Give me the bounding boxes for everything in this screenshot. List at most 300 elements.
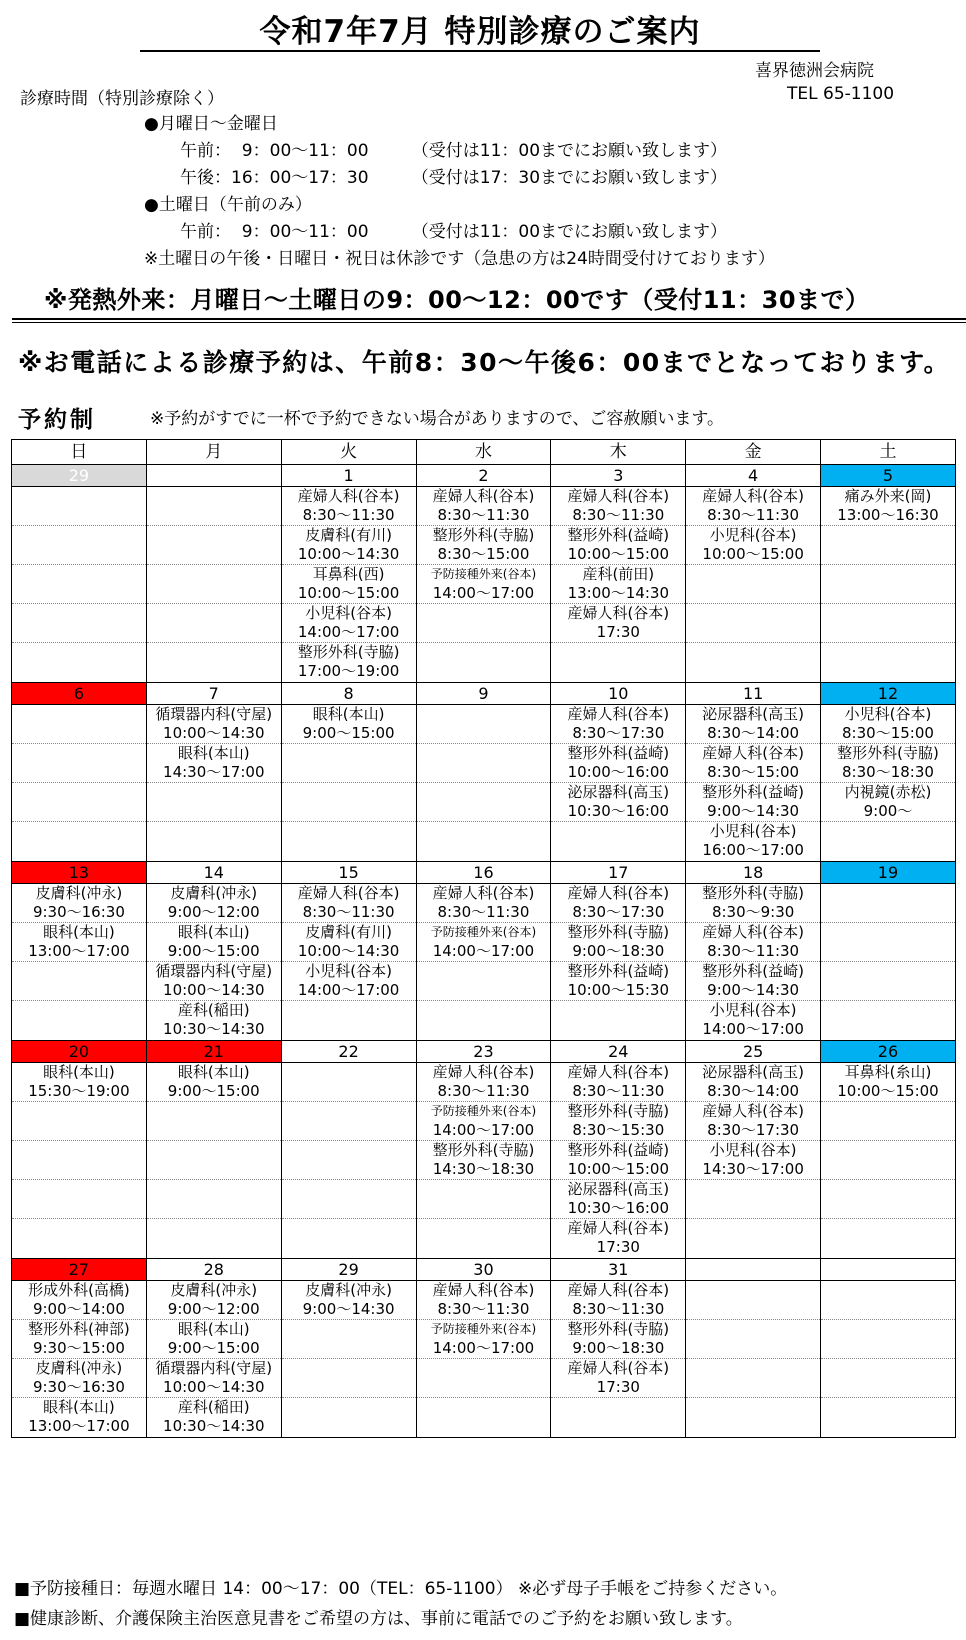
schedule-slot xyxy=(12,884,146,923)
consultation-time: 9:30～16:30 xyxy=(32,1378,125,1396)
hours-saturday-am: 午前： 9：00～11：00 （受付は11：00までにお願い致します） xyxy=(180,222,728,242)
schedule-slot xyxy=(551,1398,685,1437)
consultation-time: 8:30～11:30 xyxy=(302,903,395,921)
schedule-slot xyxy=(686,923,820,962)
schedule-slot xyxy=(686,1063,820,1102)
department-doctor: 産婦人科(谷本) xyxy=(702,487,804,505)
weekday-sun: 日 xyxy=(12,440,147,465)
schedule-slot xyxy=(12,1102,146,1141)
schedule-slot xyxy=(551,1359,685,1398)
schedule-slot xyxy=(686,1398,820,1437)
hours-weekday-pm: 午後：16：00～17：30 （受付は17：30までにお願い致します） xyxy=(180,168,728,188)
department-doctor: 予防接種外来(谷本) xyxy=(430,925,537,939)
weekday-wed: 水 xyxy=(416,440,551,465)
department-doctor: 皮膚科(有川) xyxy=(305,923,392,941)
schedule-slot xyxy=(551,884,685,923)
department-doctor: 産婦人科(谷本) xyxy=(702,923,804,941)
consultation-time: 13:00～14:30 xyxy=(567,584,670,602)
schedule-slot xyxy=(551,1320,685,1359)
day-number: 29 xyxy=(282,1259,416,1281)
department-doctor: 産婦人科(谷本) xyxy=(432,487,535,505)
schedule-slot xyxy=(147,1281,281,1320)
schedule-slot xyxy=(821,1281,955,1320)
reservation-label: 予約制 xyxy=(18,407,96,433)
schedule-slot xyxy=(821,487,955,526)
schedule-slot xyxy=(417,487,551,526)
schedule-slot xyxy=(147,1180,281,1219)
calendar-day-cell xyxy=(821,862,956,1041)
consultation-time: 9:00～14:30 xyxy=(302,1300,395,1318)
consultation-time: 10:00～15:00 xyxy=(297,584,400,602)
schedule-slot xyxy=(551,643,685,682)
consultation-time: 9:00～18:30 xyxy=(572,1339,665,1357)
schedule-slot xyxy=(282,1180,416,1219)
schedule-slot xyxy=(821,1141,955,1180)
consultation-time: 8:30～11:30 xyxy=(302,506,395,524)
schedule-slot xyxy=(417,1359,551,1398)
consultation-time: 13:00～17:00 xyxy=(28,942,130,960)
schedule-slot xyxy=(551,923,685,962)
calendar-day-cell xyxy=(12,465,147,683)
schedule-slot xyxy=(147,1320,281,1359)
consultation-time: 9:00～15:00 xyxy=(302,724,395,742)
schedule-slot xyxy=(821,1359,955,1398)
schedule-slot xyxy=(551,822,685,861)
schedule-slot xyxy=(686,822,820,861)
day-number: 14 xyxy=(147,862,281,884)
schedule-slot xyxy=(147,1001,281,1040)
consultation-time: 10:00～14:30 xyxy=(163,1378,265,1396)
consultation-time: 10:00～15:00 xyxy=(837,1082,939,1100)
department-doctor: 小児科(谷本) xyxy=(844,705,932,723)
calendar-day-cell xyxy=(416,465,551,683)
schedule-slot xyxy=(417,783,551,822)
consultation-time: 8:30～15:00 xyxy=(437,545,530,563)
footer-checkup-note: ■健康診断、介護保険主治医意見書をご希望の方は、事前に電話でのご予約をお願い致します。 xyxy=(14,1609,743,1629)
schedule-slot xyxy=(12,1141,146,1180)
consultation-time: 13:00～17:00 xyxy=(28,1417,130,1435)
consultation-time: 8:30～14:00 xyxy=(707,724,800,742)
department-doctor: 耳鼻科(糸山) xyxy=(844,1063,932,1081)
department-doctor: 泌尿器科(高玉) xyxy=(702,705,804,723)
schedule-slot xyxy=(147,1102,281,1141)
schedule-slot xyxy=(551,1141,685,1180)
department-doctor: 小児科(谷本) xyxy=(305,604,392,622)
schedule-slot xyxy=(417,1180,551,1219)
consultation-time: 10:30～16:00 xyxy=(567,802,670,820)
schedule-slot xyxy=(147,783,281,822)
day-number: 18 xyxy=(686,862,820,884)
schedule-slot xyxy=(686,1001,820,1040)
calendar-day-cell xyxy=(12,862,147,1041)
calendar-week-row xyxy=(12,862,956,1041)
calendar-day-cell xyxy=(686,1041,821,1259)
department-doctor: 整形外科(寺脇) xyxy=(702,884,804,902)
schedule-slot xyxy=(821,604,955,643)
day-number: 29 xyxy=(12,465,146,487)
day-number: 20 xyxy=(12,1041,146,1063)
weekday-header-row xyxy=(12,440,956,465)
schedule-slot xyxy=(686,705,820,744)
department-doctor: 産婦人科(谷本) xyxy=(567,487,670,505)
calendar-day-cell xyxy=(551,683,686,862)
schedule-slot xyxy=(551,1102,685,1141)
department-doctor: 整形外科(寺脇) xyxy=(837,744,939,762)
day-number: 22 xyxy=(282,1041,416,1063)
schedule-slot xyxy=(12,604,146,643)
day-number: 31 xyxy=(551,1259,685,1281)
schedule-slot xyxy=(417,962,551,1001)
calendar-day-cell xyxy=(12,1259,147,1438)
schedule-slot xyxy=(282,884,416,923)
schedule-slot xyxy=(147,705,281,744)
schedule-slot xyxy=(551,604,685,643)
consultation-time: 14:30～18:30 xyxy=(432,1160,535,1178)
schedule-slot xyxy=(282,1398,416,1437)
schedule-slot xyxy=(12,487,146,526)
schedule-slot xyxy=(551,1001,685,1040)
calendar-day-cell xyxy=(551,465,686,683)
calendar-day-cell xyxy=(146,862,281,1041)
schedule-slot xyxy=(282,822,416,861)
schedule-slot xyxy=(282,1281,416,1320)
schedule-slot xyxy=(417,1281,551,1320)
day-number: 19 xyxy=(821,862,955,884)
schedule-slot xyxy=(147,1398,281,1437)
consultation-time: 10:00～14:30 xyxy=(163,981,265,999)
reservation-note: ※予約がすでに一杯で予約できない場合がありますので、ご容赦願います。 xyxy=(150,409,725,429)
day-number: 27 xyxy=(12,1259,146,1281)
hours-heading: 診療時間（特別診療除く） xyxy=(20,89,224,109)
schedule-slot xyxy=(686,1359,820,1398)
department-doctor: 小児科(谷本) xyxy=(709,822,797,840)
schedule-slot xyxy=(417,705,551,744)
department-doctor: 産婦人科(谷本) xyxy=(297,487,400,505)
calendar-day-cell xyxy=(551,862,686,1041)
schedule-slot xyxy=(282,1102,416,1141)
department-doctor: 産婦人科(谷本) xyxy=(567,1281,670,1299)
department-doctor: 産婦人科(谷本) xyxy=(567,705,670,723)
schedule-slot xyxy=(821,643,955,682)
phone-reservation-notice: ※お電話による診療予約は、午前8：30～午後6：00までとなっております。 xyxy=(18,348,951,377)
hours-saturday-heading: ●土曜日（午前のみ） xyxy=(144,195,312,215)
schedule-slot xyxy=(12,744,146,783)
schedule-slot xyxy=(282,565,416,604)
consultation-time: 10:00～16:00 xyxy=(567,763,670,781)
weekday-tue: 火 xyxy=(281,440,416,465)
day-number: 12 xyxy=(821,683,955,705)
consultation-time: 8:30～17:30 xyxy=(572,724,665,742)
title-underline xyxy=(140,50,820,52)
schedule-slot xyxy=(417,604,551,643)
consultation-time: 9:00～15:00 xyxy=(167,1082,260,1100)
schedule-slot xyxy=(12,783,146,822)
calendar-day-cell xyxy=(821,465,956,683)
hours-weekday-am: 午前： 9：00～11：00 （受付は11：00までにお願い致します） xyxy=(180,141,728,161)
calendar-day-cell xyxy=(686,862,821,1041)
schedule-slot xyxy=(282,487,416,526)
department-doctor: 産婦人科(谷本) xyxy=(567,1063,670,1081)
schedule-slot xyxy=(821,705,955,744)
calendar-day-cell xyxy=(821,1259,956,1438)
department-doctor: 皮膚科(冲永) xyxy=(170,1281,258,1299)
schedule-slot xyxy=(147,487,281,526)
schedule-slot xyxy=(417,1063,551,1102)
consultation-time: 9:30～16:30 xyxy=(32,903,125,921)
calendar-week-row xyxy=(12,465,956,683)
calendar-day-cell xyxy=(686,465,821,683)
calendar-week-row xyxy=(12,1041,956,1259)
consultation-time: 9:00～15:00 xyxy=(167,942,260,960)
consultation-time: 14:00～17:00 xyxy=(432,584,535,602)
schedule-slot xyxy=(12,643,146,682)
schedule-slot xyxy=(686,962,820,1001)
consultation-time: 10:30～16:00 xyxy=(567,1199,670,1217)
schedule-slot xyxy=(147,1219,281,1258)
department-doctor: 泌尿器科(高玉) xyxy=(567,1180,670,1198)
schedule-calendar xyxy=(11,439,956,1438)
consultation-time: 8:30～11:30 xyxy=(572,1300,665,1318)
calendar-day-cell xyxy=(281,1259,416,1438)
consultation-time: 9:00～14:30 xyxy=(707,981,800,999)
consultation-time: 14:00～17:00 xyxy=(432,1121,535,1139)
schedule-slot xyxy=(417,1320,551,1359)
day-number: 11 xyxy=(686,683,820,705)
department-doctor: 内視鏡(赤松) xyxy=(844,783,932,801)
department-doctor: 循環器内科(守屋) xyxy=(155,705,273,723)
consultation-time: 14:30～17:00 xyxy=(702,1160,804,1178)
schedule-slot xyxy=(282,643,416,682)
schedule-slot xyxy=(551,1180,685,1219)
consultation-time: 9:00～12:00 xyxy=(167,903,260,921)
consultation-time: 8:30～18:30 xyxy=(842,763,934,781)
department-doctor: 眼科(本山) xyxy=(177,1063,250,1081)
department-doctor: 眼科(本山) xyxy=(43,1398,115,1416)
day-number: 25 xyxy=(686,1041,820,1063)
department-doctor: 整形外科(益崎) xyxy=(702,962,804,980)
schedule-slot xyxy=(821,1320,955,1359)
consultation-time: 10:00～15:00 xyxy=(567,545,670,563)
schedule-slot xyxy=(686,744,820,783)
consultation-time: 9:00～12:00 xyxy=(167,1300,260,1318)
schedule-slot xyxy=(147,962,281,1001)
calendar-day-cell xyxy=(551,1259,686,1438)
department-doctor: 産婦人科(谷本) xyxy=(432,1281,535,1299)
schedule-slot xyxy=(282,744,416,783)
calendar-day-cell xyxy=(12,683,147,862)
schedule-slot xyxy=(551,1063,685,1102)
schedule-slot xyxy=(686,1219,820,1258)
schedule-slot xyxy=(12,822,146,861)
schedule-slot xyxy=(282,1063,416,1102)
schedule-slot xyxy=(147,923,281,962)
department-doctor: 循環器内科(守屋) xyxy=(155,962,273,980)
consultation-time: 13:00～16:30 xyxy=(837,506,939,524)
schedule-slot xyxy=(147,565,281,604)
schedule-slot xyxy=(12,526,146,565)
schedule-slot xyxy=(12,705,146,744)
day-number: 10 xyxy=(551,683,685,705)
schedule-slot xyxy=(417,1141,551,1180)
schedule-slot xyxy=(417,565,551,604)
schedule-slot xyxy=(821,962,955,1001)
day-number: 7 xyxy=(147,683,281,705)
calendar-day-cell xyxy=(146,1041,281,1259)
schedule-slot xyxy=(821,1219,955,1258)
schedule-slot xyxy=(12,1219,146,1258)
department-doctor: 予防接種外来(谷本) xyxy=(430,567,537,581)
schedule-slot xyxy=(147,822,281,861)
consultation-time: 8:30～15:00 xyxy=(842,724,934,742)
calendar-day-cell xyxy=(821,683,956,862)
consultation-time: 14:00～17:00 xyxy=(432,942,535,960)
day-number: 17 xyxy=(551,862,685,884)
schedule-slot xyxy=(282,783,416,822)
department-doctor: 眼科(本山) xyxy=(177,1320,250,1338)
consultation-time: 9:00～18:30 xyxy=(572,942,665,960)
day-number: 23 xyxy=(417,1041,551,1063)
consultation-time: 17:30 xyxy=(596,623,640,641)
day-number: 6 xyxy=(12,683,146,705)
department-doctor: 皮膚科(有川) xyxy=(305,526,392,544)
hospital-tel: TEL 65-1100 xyxy=(787,84,895,104)
department-doctor: 産婦人科(谷本) xyxy=(567,1359,670,1377)
hospital-name: 喜界徳洲会病院 xyxy=(755,61,874,81)
consultation-time: 9:30～15:00 xyxy=(32,1339,125,1357)
schedule-slot xyxy=(821,822,955,861)
schedule-slot xyxy=(821,1180,955,1219)
consultation-time: 8:30～17:30 xyxy=(572,903,665,921)
schedule-slot xyxy=(821,1063,955,1102)
schedule-slot xyxy=(12,1320,146,1359)
schedule-slot xyxy=(147,1063,281,1102)
schedule-slot xyxy=(821,526,955,565)
consultation-time: 8:30～9:30 xyxy=(711,903,795,921)
consultation-time: 17:30 xyxy=(596,1378,640,1396)
double-divider xyxy=(12,318,966,323)
department-doctor: 整形外科(寺脇) xyxy=(432,1141,535,1159)
schedule-slot xyxy=(686,783,820,822)
calendar-week-row xyxy=(12,683,956,862)
schedule-slot xyxy=(551,565,685,604)
department-doctor: 整形外科(益崎) xyxy=(567,962,670,980)
schedule-slot xyxy=(147,604,281,643)
consultation-time: 17:00～19:00 xyxy=(297,662,400,680)
consultation-time: 8:30～11:30 xyxy=(437,506,530,524)
department-doctor: 産科(前田) xyxy=(582,565,655,583)
day-number: 9 xyxy=(417,683,551,705)
consultation-time: 10:00～15:30 xyxy=(567,981,670,999)
schedule-slot xyxy=(821,565,955,604)
calendar-day-cell xyxy=(686,683,821,862)
day-number xyxy=(686,1259,820,1281)
schedule-slot xyxy=(551,1219,685,1258)
calendar-day-cell xyxy=(281,465,416,683)
department-doctor: 小児科(谷本) xyxy=(709,526,797,544)
department-doctor: 整形外科(益崎) xyxy=(567,526,670,544)
day-number: 13 xyxy=(12,862,146,884)
consultation-time: 10:00～15:00 xyxy=(702,545,804,563)
schedule-slot xyxy=(686,526,820,565)
schedule-slot xyxy=(147,884,281,923)
consultation-time: 14:30～17:00 xyxy=(163,763,265,781)
schedule-slot xyxy=(12,1180,146,1219)
consultation-time: 8:30～11:30 xyxy=(707,506,800,524)
consultation-time: 14:00～17:00 xyxy=(702,1020,804,1038)
department-doctor: 産婦人科(谷本) xyxy=(702,744,804,762)
schedule-slot xyxy=(686,1102,820,1141)
schedule-slot xyxy=(417,526,551,565)
consultation-time: 17:30 xyxy=(596,1238,640,1256)
schedule-slot xyxy=(282,1001,416,1040)
schedule-slot xyxy=(282,962,416,1001)
schedule-slot xyxy=(551,783,685,822)
department-doctor: 産婦人科(谷本) xyxy=(567,1219,670,1237)
schedule-slot xyxy=(821,1398,955,1437)
schedule-slot xyxy=(282,923,416,962)
calendar-week-row xyxy=(12,1259,956,1438)
calendar-day-cell xyxy=(12,1041,147,1259)
hours-closed-note: ※土曜日の午後・日曜日・祝日は休診です（急患の方は24時間受付けております） xyxy=(144,249,775,269)
day-number: 4 xyxy=(686,465,820,487)
calendar-day-cell xyxy=(146,465,281,683)
fever-clinic-notice: ※発熱外来：月曜日～土曜日の9：00～12：00です（受付11：30まで） xyxy=(44,286,870,314)
schedule-slot xyxy=(12,1359,146,1398)
department-doctor: 痛み外来(岡) xyxy=(844,487,932,505)
consultation-time: 14:00～17:00 xyxy=(297,623,400,641)
department-doctor: 整形外科(益崎) xyxy=(567,1141,670,1159)
day-number: 30 xyxy=(417,1259,551,1281)
day-number: 16 xyxy=(417,862,551,884)
consultation-time: 8:30～15:30 xyxy=(572,1121,665,1139)
schedule-slot xyxy=(12,565,146,604)
day-number: 21 xyxy=(147,1041,281,1063)
department-doctor: 予防接種外来(谷本) xyxy=(430,1322,537,1336)
consultation-time: 8:30～14:00 xyxy=(707,1082,800,1100)
department-doctor: 産婦人科(谷本) xyxy=(297,884,400,902)
schedule-slot xyxy=(686,487,820,526)
schedule-slot xyxy=(417,1102,551,1141)
day-number: 26 xyxy=(821,1041,955,1063)
consultation-time: 15:30～19:00 xyxy=(28,1082,130,1100)
schedule-slot xyxy=(12,1001,146,1040)
schedule-slot xyxy=(147,744,281,783)
department-doctor: 眼科(本山) xyxy=(43,923,115,941)
calendar-day-cell xyxy=(551,1041,686,1259)
consultation-time: 8:30～11:30 xyxy=(437,1300,530,1318)
schedule-slot xyxy=(417,1219,551,1258)
department-doctor: 眼科(本山) xyxy=(43,1063,115,1081)
day-number: 15 xyxy=(282,862,416,884)
schedule-slot xyxy=(147,1141,281,1180)
calendar-day-cell xyxy=(686,1259,821,1438)
schedule-slot xyxy=(551,487,685,526)
schedule-slot xyxy=(821,744,955,783)
department-doctor: 眼科(本山) xyxy=(177,923,250,941)
day-number: 24 xyxy=(551,1041,685,1063)
department-doctor: 整形外科(神部) xyxy=(28,1320,130,1338)
consultation-time: 10:00～14:30 xyxy=(297,942,400,960)
department-doctor: 整形外科(寺脇) xyxy=(567,1320,670,1338)
consultation-time: 14:00～17:00 xyxy=(297,981,400,999)
schedule-slot xyxy=(551,962,685,1001)
department-doctor: 整形外科(益崎) xyxy=(702,783,804,801)
schedule-slot xyxy=(12,962,146,1001)
department-doctor: 整形外科(寺脇) xyxy=(567,1102,670,1120)
schedule-slot xyxy=(551,705,685,744)
schedule-slot xyxy=(282,1219,416,1258)
consultation-time: 14:00～17:00 xyxy=(432,1339,535,1357)
